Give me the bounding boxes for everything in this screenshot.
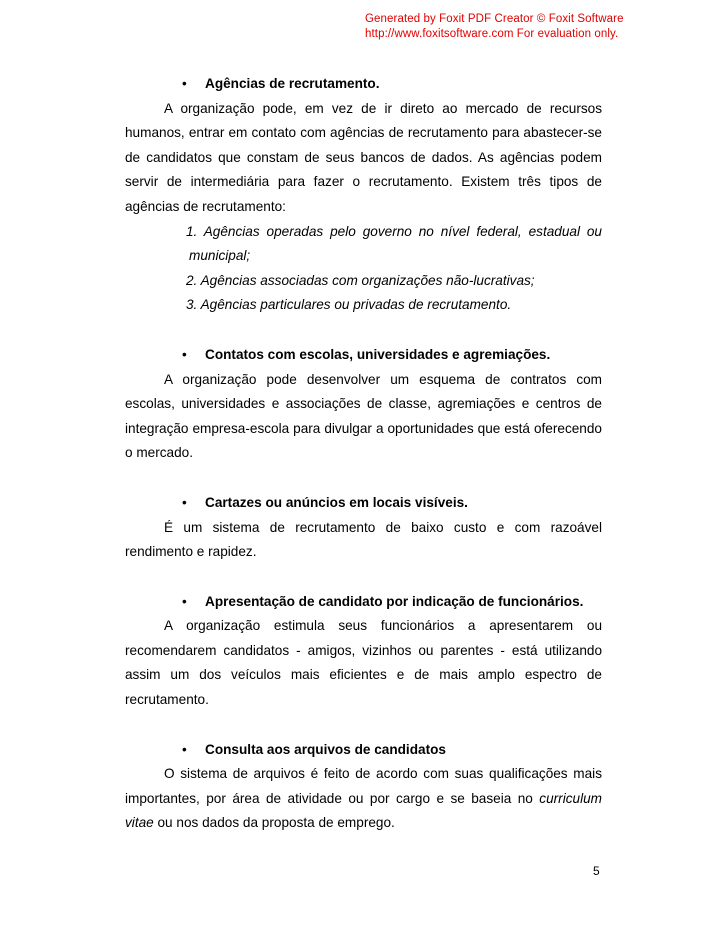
watermark-line-2: http://www.foxitsoftware.com For evaluation only. xyxy=(365,28,619,40)
bullet-icon: • xyxy=(182,494,187,510)
section-paragraph xyxy=(125,762,602,836)
section-heading xyxy=(125,72,602,97)
agency-types-list xyxy=(125,220,602,318)
section-heading-text: Apresentação de candidato por indicação de funcionários. xyxy=(205,593,584,609)
foxit-watermark xyxy=(365,12,624,42)
section-heading xyxy=(125,738,602,763)
watermark-line-1: Generated by Foxit PDF Creator © Foxit Software xyxy=(365,13,624,25)
bullet-icon: • xyxy=(182,76,187,91)
bullet-icon: • xyxy=(182,346,187,362)
bullet-icon: • xyxy=(182,593,187,609)
paragraph-italic-term: curriculum vitae xyxy=(125,790,602,831)
section-paragraph: É um sistema de recrutamento de baixo custo e com razoável rendimento e rapidez. xyxy=(125,519,602,560)
section-indicacao xyxy=(125,590,602,713)
section-contatos xyxy=(125,343,602,466)
document-body xyxy=(125,72,602,861)
section-cartazes xyxy=(125,491,602,565)
section-arquivos xyxy=(125,738,602,836)
section-heading-text: Cartazes ou anúncios em locais visíveis. xyxy=(205,494,468,510)
list-item: 3. Agências particulares ou privadas de recrutamento. xyxy=(186,297,512,313)
section-heading-text: Contatos com escolas, universidades e agremiações. xyxy=(205,346,551,362)
paragraph-text: O sistema de arquivos é feito de acordo com suas qualificações mais importantes, por área de atividade ou por cargo e se baseia no xyxy=(125,766,602,806)
section-heading-text: Consulta aos arquivos de candidatos xyxy=(205,741,446,757)
section-paragraph: A organização pode, em vez de ir direto ao mercado de recursos humanos, entrar em contato com agências de recrutamento para abastecer-se de candidatos que constam de seus bancos de dados. As agências podem servir de intermediária para fazer o recrutamento. Existem três tipos de agências de recrutamento: xyxy=(125,100,602,214)
section-heading-text: Agências de recrutamento. xyxy=(205,76,380,91)
section-paragraph: A organização estimula seus funcionários a apresentarem ou recomendarem candidatos - amigos, vizinhos ou parentes - está utilizando assim um dos veículos mais eficientes e de mais amplo espectro de recrutamento. xyxy=(125,618,602,708)
section-heading xyxy=(125,590,602,615)
list-item: 2. Agências associadas com organizações não-lucrativas; xyxy=(186,272,535,288)
paragraph-text: ou nos dados da proposta de emprego. xyxy=(153,815,395,831)
section-heading xyxy=(125,343,602,368)
bullet-icon: • xyxy=(182,741,187,757)
section-agencias xyxy=(125,72,602,318)
page-number: 5 xyxy=(593,864,600,878)
section-paragraph: A organização pode desenvolver um esquema de contratos com escolas, universidades e associações de classe, agremiações e centros de integração empresa-escola para divulgar a oportunidades que está oferecendo o mercado. xyxy=(125,371,602,461)
section-heading xyxy=(125,491,602,516)
list-item: 1. Agências operadas pelo governo no nível federal, estadual ou municipal; xyxy=(186,223,602,264)
